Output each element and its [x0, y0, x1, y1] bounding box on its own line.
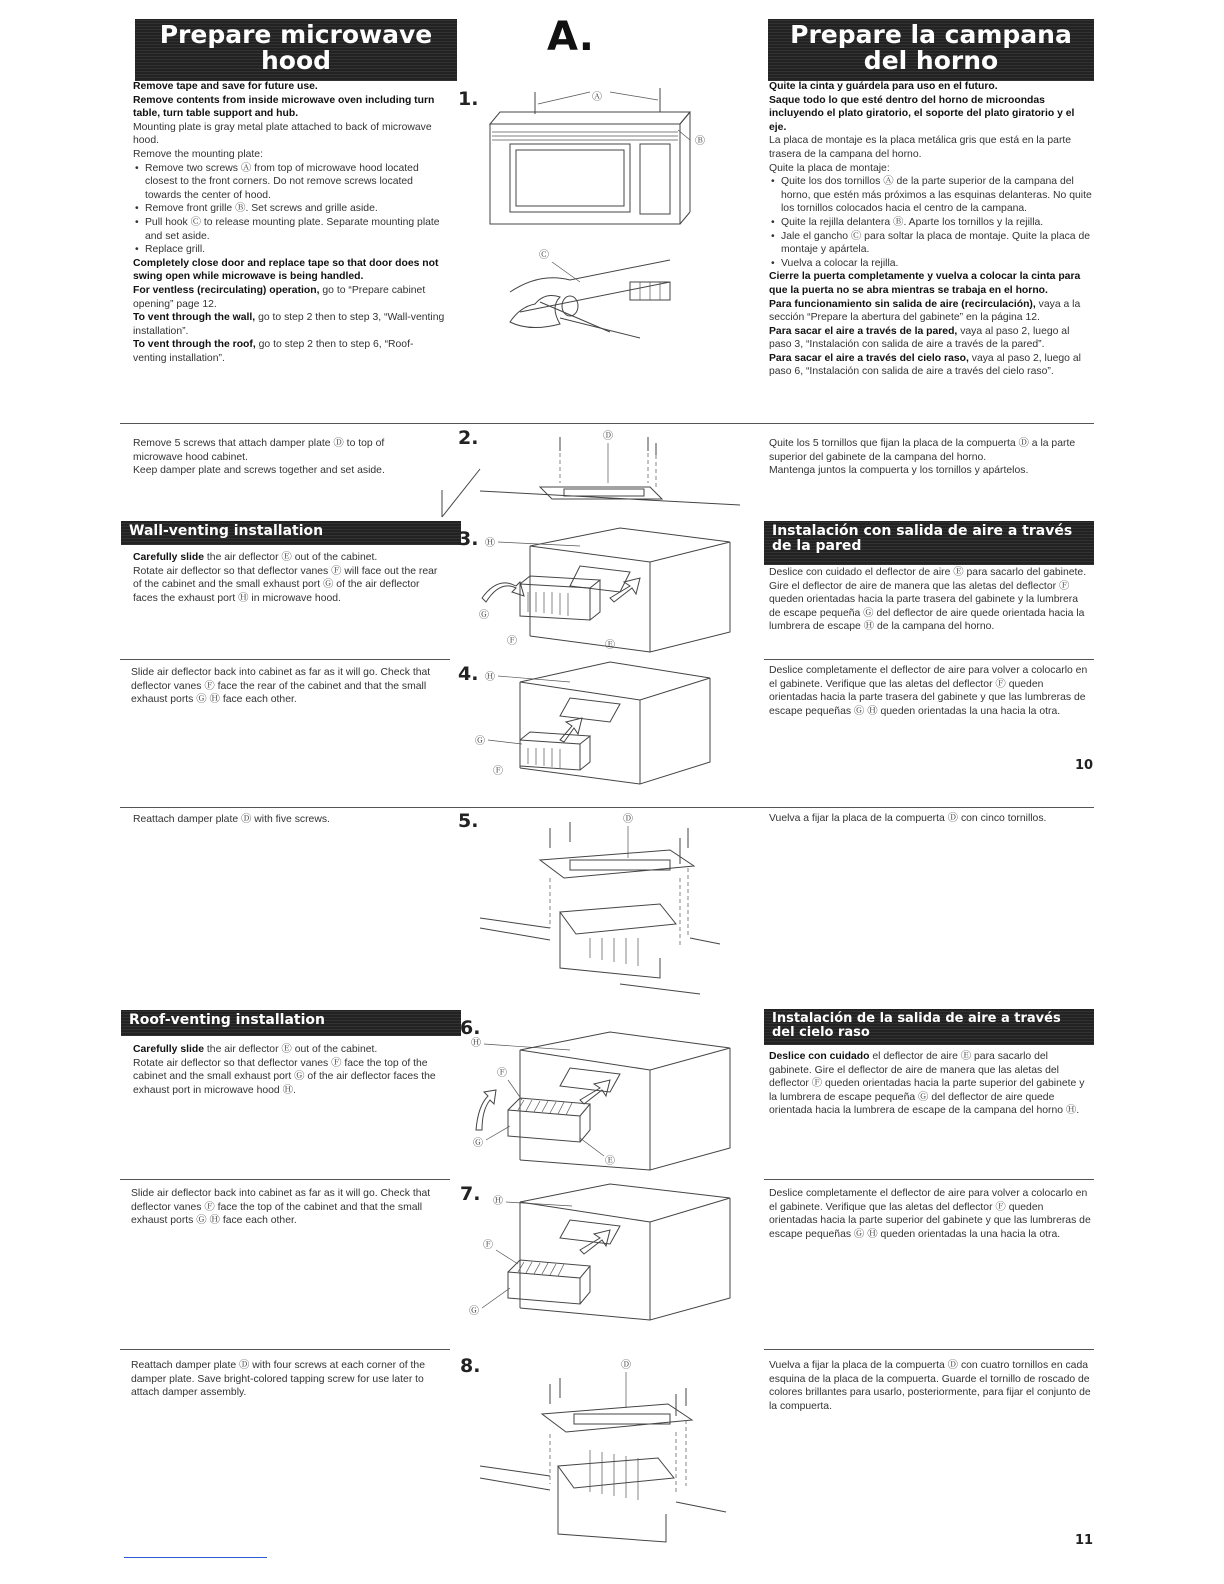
step4-text-en: Slide air deflector back into cabinet as far as it will go. Check that deflector vanes Ⓕ face the rear of the cabinet and that the small exhaust ports Ⓖ Ⓗ face each other. [131, 667, 431, 706]
callout-D: Ⓓ [623, 814, 633, 825]
divider [764, 1179, 1094, 1180]
callout-G: Ⓖ [475, 736, 485, 747]
divider [764, 659, 1094, 660]
step1-text-es: Quite la cinta y guárdela para uso en el futuro. Saque todo lo que esté dentro del horno de microondas incluyendo el plato giratorio, el soporte del plato giratorio y el eje. La placa de montaje es la placa metálica gris que está en la parte trasera de la campana del horno. Quite la placa de montaje: • Quite los dos tornillos Ⓐ de la parte superior de la campana del horno, que estén más próximos a las esquinas delanteras. No quite los tornillos colocados hacia el centro de la campana. • Quite la rejilla delantera Ⓑ. Aparte los tornillos y la rejilla. • Jale el gancho Ⓒ para soltar la placa de montaje. Quite la placa de montaje y apártela. • Vuelva a colocar la rejilla. Cierre la puerta completamente y vuelva a colocar la cinta para que la puerta no se abra mientras se trabaja en el horno. Para funcionamiento sin salida de aire (recirculación), vaya a la sección “Prepare la abertura del gabinete” en la página 12. Para sacar el aire a través de la pared, vaya al paso 2, luego al paso 3, “Instalación con salida de aire a través de la pared”. Para sacar el aire a través del cielo raso, vaya al paso 2, luego al paso 6, “Instalación con salida de aire a través del cielo raso”. [769, 80, 1092, 379]
callout-G: Ⓖ [469, 1306, 479, 1317]
divider [120, 1179, 450, 1180]
figure-step6-roof-deflector [460, 1030, 760, 1175]
callout-H: Ⓗ [485, 538, 495, 549]
step7-text-en: Slide air deflector back into cabinet as far as it will go. Check that deflector vanes Ⓕ face the top of the cabinet and that the small exhaust ports Ⓖ Ⓗ face each other. [131, 1188, 431, 1227]
divider [764, 1349, 1094, 1350]
wall-venting-title-es: Instalación con salida de aire a través de la pared [764, 521, 1094, 565]
figure-step8-reattach-damper [470, 1354, 730, 1549]
callout-H: Ⓗ [493, 1196, 503, 1207]
section-title-en: Prepare microwave hood [135, 19, 457, 81]
step4-number: 4. [458, 663, 479, 685]
step4-text-es: Deslice completamente el deflector de aire para volver a colocarlo en el gabinete. Verifique que las aletas del deflector Ⓕ queden orientadas hacia la parte trasera del gabinete y que las lumbreras de escape pequeñas Ⓖ Ⓗ queden orientadas la una hacia la otra. [769, 665, 1088, 717]
step5-text-en: Reattach damper plate Ⓓ with five screws. [133, 814, 330, 825]
callout-C: Ⓒ [539, 250, 549, 261]
step6-text-es: Deslice con cuidado el deflector de aire Ⓔ para sacarlo del gabinete. Gire el deflector de aire de manera que las aletas del deflector Ⓕ queden orientadas hacia la parte superior del gabinete y la lumbrera de escape pequeña Ⓖ del deflector de aire quede orientada hacia la lumbrera de escape de la campana del horno Ⓗ. [769, 1051, 1085, 1117]
page-number-11: 11 [1075, 1533, 1094, 1548]
footer-link-underline[interactable] [124, 1557, 267, 1558]
step3-text-es: Deslice con cuidado el deflector de aire Ⓔ para sacarlo del gabinete. Gire el deflector de aire de manera que las aletas del deflector Ⓕ queden orientadas hacia la parte trasera del gabinete y la lumbrera de escape pequeña Ⓖ del deflector de aire quede orientada hacia la lumbrera de escape Ⓗ de la campana del horno. [769, 567, 1087, 633]
step7-number: 7. [460, 1183, 481, 1205]
callout-F: Ⓕ [493, 766, 503, 777]
callout-F: Ⓕ [483, 1240, 493, 1251]
step2-number: 2. [458, 427, 479, 449]
step6-text-en: Carefully slide the air deflector Ⓔ out of the cabinet. Rotate air deflector so that deflector vanes Ⓕ face the top of the cabinet and the small exhaust port Ⓖ of the air deflector faces the exhaust port in microwave hood Ⓗ. [133, 1044, 436, 1096]
step8-text-es: Vuelva a fijar la placa de la compuerta Ⓓ con cuatro tornillos en cada esquina de la placa de la compuerta. Guarde el tornillo de roscado de colores brillantes para usarlo, posteriormente, para fijar el conjunto de la compuerta. [769, 1360, 1091, 1412]
roof-venting-title-en: Roof-venting installation [121, 1010, 461, 1036]
callout-E: Ⓔ [605, 640, 615, 651]
figure-step4-wall-deflector [460, 660, 760, 785]
callout-B: Ⓑ [695, 136, 705, 147]
figure-step3-wall-deflector [470, 526, 770, 656]
step1-text-en: Remove tape and save for future use. Remove contents from inside microwave oven including turn table, turn table support and hub. Mounting plate is gray metal plate attached to back of microwave hood. Remove the mounting plate: • Remove two screws Ⓐ from top of microwave hood located closest to the front corners. Do not remove screws located towards the center of hood. • Remove front grille Ⓑ. Set screws and grille aside. • Pull hook Ⓒ to release mounting plate. Separate mounting plate and set aside. • Replace grill. Completely close door and replace tape so that door does not swing open while microwave is being handled. For ventless (recirculating) operation, go to “Prepare cabinet opening” page 12. To vent through the wall, go to step 2 then to step 3, “Wall-venting installation”. To vent through the roof, go to step 2 then to step 6, “Roof-venting installation”. [133, 80, 445, 365]
page-number-10: 10 [1075, 758, 1094, 773]
step3-text-en: Carefully slide the air deflector Ⓔ out of the cabinet. Rotate air deflector so that deflector vanes Ⓕ will face out the rear of the cabinet and the small exhaust port Ⓖ of the air deflector faces the exhaust port Ⓗ in microwave hood. [133, 552, 438, 604]
wall-venting-title-en: Wall-venting installation [121, 521, 461, 545]
divider [120, 1349, 450, 1350]
figure-step7-roof-deflector [460, 1182, 760, 1322]
callout-D: Ⓓ [621, 1360, 631, 1371]
divider [120, 423, 1094, 424]
section-title-es: Prepare la campana del horno [768, 19, 1094, 81]
step8-number: 8. [460, 1355, 481, 1377]
roof-venting-title-es: Instalación de la salida de aire a través del cielo raso [764, 1009, 1094, 1045]
step7-text-es: Deslice completamente el deflector de aire para volver a colocarlo en el gabinete. Verifique que las aletas del deflector Ⓕ queden orientadas hacia la parte superior del gabinete y que las lumbreras de escape pequeñas Ⓖ Ⓗ queden orientadas la una hacia la otra. [769, 1188, 1091, 1240]
callout-H: Ⓗ [485, 672, 495, 683]
callout-A: Ⓐ [592, 92, 602, 103]
figure-step1-microwave [480, 82, 730, 352]
callout-D: Ⓓ [603, 431, 613, 442]
callout-F: Ⓕ [507, 636, 517, 647]
step5-number: 5. [458, 810, 479, 832]
figure-step5-reattach-damper [470, 808, 730, 1008]
figure-step2-damper [440, 425, 740, 520]
step8-text-en: Reattach damper plate Ⓓ with four screws at each corner of the damper plate. Save bright-colored tapping screw for use later to attach damper assembly. [131, 1360, 425, 1399]
callout-F: Ⓕ [497, 1068, 507, 1079]
step5-text-es: Vuelva a fijar la placa de la compuerta Ⓓ con cinco tornillos. [769, 813, 1047, 824]
step2-text-en: Remove 5 screws that attach damper plate Ⓓ to top of microwave hood cabinet. Keep damper plate and screws together and set aside. [133, 438, 385, 477]
step2-text-es: Quite los 5 tornillos que fijan la placa de la compuerta Ⓓ a la parte superior del gabinete de la campana del horno. Mantenga juntos la compuerta y los tornillos y apártelos. [769, 438, 1076, 477]
section-letter: A. [547, 14, 594, 60]
callout-G: Ⓖ [473, 1138, 483, 1149]
callout-E: Ⓔ [605, 1156, 615, 1167]
step6-number: 6. [460, 1017, 481, 1039]
callout-G: Ⓖ [479, 610, 489, 621]
callout-H: Ⓗ [471, 1038, 481, 1049]
step3-number: 3. [458, 528, 479, 550]
divider [120, 659, 450, 660]
step1-number: 1. [458, 88, 479, 110]
